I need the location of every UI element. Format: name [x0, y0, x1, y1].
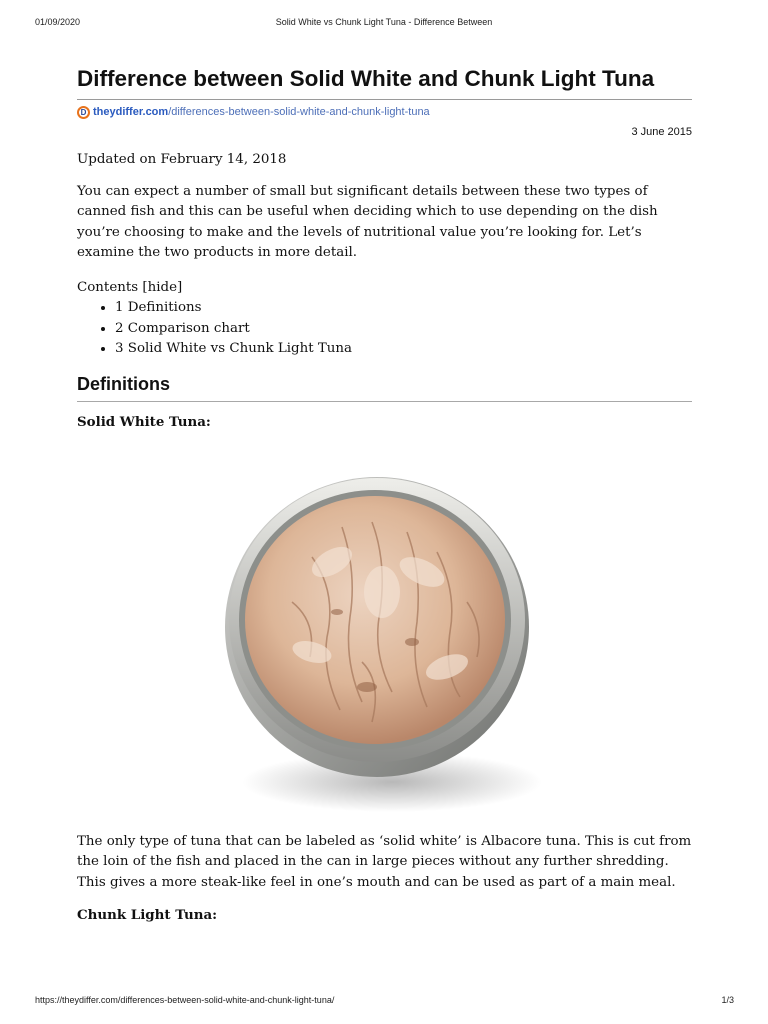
published-date: 3 June 2015 [631, 126, 692, 138]
toc-item [115, 298, 692, 319]
print-date: 01/09/2020 [35, 17, 81, 27]
solid-white-description: The only type of tuna that can be labeled as ‘solid white’ is Albacore tuna. This is cut from the loin of the fish and placed in the can in large pieces without any further shredding. This gives a more steak-like feel in one’s mouth and can be used as part of a main meal. [77, 833, 692, 890]
print-document-title: Solid White vs Chunk Light Tuna - Difference Between [275, 17, 493, 27]
toc-link-definitions[interactable]: 1 Definitions [115, 300, 202, 315]
article-title: Difference between Solid White and Chunk Light Tuna [77, 64, 692, 100]
canned-tuna-illustration [222, 452, 542, 832]
page-number: 1/3 [721, 995, 734, 1005]
source-line [77, 104, 692, 120]
source-link[interactable] [93, 106, 430, 118]
toc-link-comparison-chart[interactable]: 2 Comparison chart [115, 320, 250, 336]
solid-white-heading: Solid White Tuna: [77, 413, 211, 430]
updated-date: Updated on February 14, 2018 [77, 152, 287, 167]
contents-title: Contents [hide] [77, 279, 183, 295]
toc-item [115, 339, 692, 360]
article [77, 64, 692, 925]
toc-item [115, 319, 692, 340]
intro-paragraph: You can expect a number of small but significant details between these two types of canned fish and this can be useful when deciding which to use depending on the dish you’re choosing to make and the levels of nutritional value you’re looking for. Let’s examine the two products in more detail. [77, 183, 658, 260]
chunk-light-heading: Chunk Light Tuna: [77, 907, 218, 923]
toc-link-solid-vs-chunk[interactable]: 3 Solid White vs Chunk Light Tuna [115, 341, 352, 356]
definitions-heading: Definitions [77, 372, 692, 402]
source-domain: theydiffer.com [93, 106, 169, 118]
print-footer [0, 995, 768, 1009]
canned-tuna-photo [77, 452, 692, 832]
source-path: /differences-between-solid-white-and-chunk-light-tuna [168, 106, 430, 118]
table-of-contents [77, 278, 692, 360]
toc-list [77, 298, 692, 360]
print-header [0, 17, 768, 31]
theydiffer-logo-icon: D [77, 106, 90, 119]
print-url: https://theydiffer.com/differences-between-solid-white-and-chunk-light-tuna/ [35, 995, 335, 1005]
